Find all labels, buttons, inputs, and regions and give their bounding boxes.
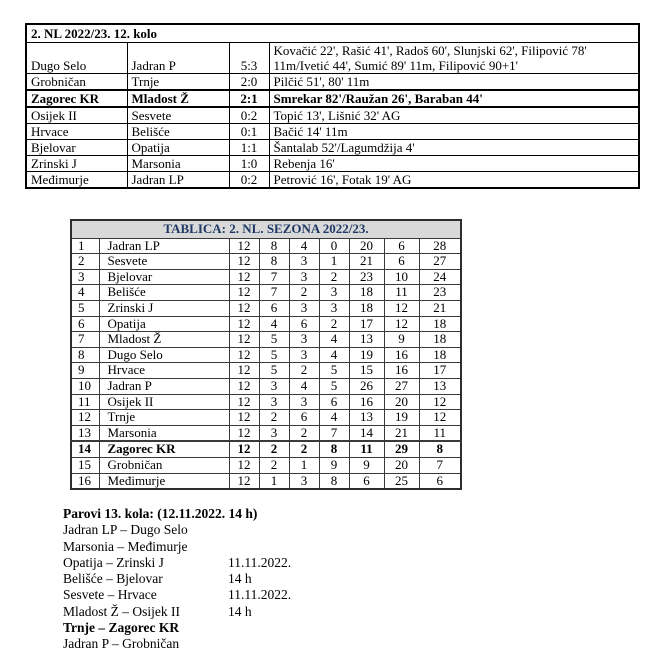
team-cell: Bjelovar [99, 269, 229, 285]
losses-cell: 2 [319, 269, 349, 285]
rank-cell: 4 [71, 285, 99, 301]
wins-cell: 5 [259, 363, 289, 379]
team-cell: Jadran LP [99, 238, 229, 254]
draws-cell: 6 [289, 410, 319, 426]
wins-cell: 7 [259, 285, 289, 301]
scorers-cell: Petrović 16', Fotak 19' AG [269, 172, 639, 189]
score-cell: 2:0 [229, 74, 269, 91]
fixture-match: Sesvete – Hrvace [63, 587, 157, 603]
away-team-cell: Opatija [127, 140, 229, 156]
points-cell: 18 [419, 316, 461, 332]
fixture-line [63, 522, 257, 538]
losses-cell: 4 [319, 410, 349, 426]
played-cell: 12 [229, 457, 259, 473]
goals-for-cell: 11 [349, 441, 384, 457]
scorers-cell: Bačić 14' 11m [269, 124, 639, 140]
points-cell: 7 [419, 457, 461, 473]
standings-table [70, 219, 462, 490]
away-team-cell: Jadran P [127, 43, 229, 74]
rank-cell: 10 [71, 378, 99, 394]
wins-cell: 7 [259, 269, 289, 285]
goals-for-cell: 19 [349, 347, 384, 363]
away-team-cell: Trnje [127, 74, 229, 91]
team-cell: Mladost Ž [99, 332, 229, 348]
draws-cell: 3 [289, 394, 319, 410]
home-team-cell: Međimurje [26, 172, 127, 189]
standings-row [71, 410, 461, 426]
wins-cell: 4 [259, 316, 289, 332]
played-cell: 12 [229, 254, 259, 270]
away-team-cell: Jadran LP [127, 172, 229, 189]
played-cell: 12 [229, 441, 259, 457]
draws-cell: 3 [289, 254, 319, 270]
standings-row [71, 394, 461, 410]
home-team-cell: Zrinski J [26, 156, 127, 172]
score-cell: 0:2 [229, 172, 269, 189]
team-cell: Dugo Selo [99, 347, 229, 363]
goals-against-cell: 11 [384, 285, 419, 301]
goals-against-cell: 25 [384, 473, 419, 489]
played-cell: 12 [229, 425, 259, 441]
home-team-cell: Grobničan [26, 74, 127, 91]
points-cell: 12 [419, 410, 461, 426]
team-cell: Zrinski J [99, 300, 229, 316]
points-cell: 8 [419, 441, 461, 457]
standings-row [71, 254, 461, 270]
wins-cell: 8 [259, 254, 289, 270]
result-row [26, 172, 639, 189]
played-cell: 12 [229, 363, 259, 379]
losses-cell: 5 [319, 363, 349, 379]
wins-cell: 3 [259, 378, 289, 394]
result-row [26, 107, 639, 124]
goals-against-cell: 20 [384, 394, 419, 410]
goals-against-cell: 12 [384, 316, 419, 332]
goals-against-cell: 29 [384, 441, 419, 457]
goals-against-cell: 9 [384, 332, 419, 348]
points-cell: 23 [419, 285, 461, 301]
played-cell: 12 [229, 269, 259, 285]
fixture-match: Opatija – Zrinski J [63, 554, 164, 570]
points-cell: 24 [419, 269, 461, 285]
draws-cell: 3 [289, 347, 319, 363]
wins-cell: 8 [259, 238, 289, 254]
points-cell: 6 [419, 473, 461, 489]
result-row [26, 74, 639, 91]
goals-for-cell: 26 [349, 378, 384, 394]
results-title: 2. NL 2022/23. 12. kolo [26, 24, 639, 43]
goals-for-cell: 15 [349, 363, 384, 379]
result-row [26, 43, 639, 74]
team-cell: Marsonia [99, 425, 229, 441]
fixture-match: Belišće – Bjelovar [63, 571, 163, 587]
losses-cell: 4 [319, 347, 349, 363]
standings-row [71, 300, 461, 316]
played-cell: 12 [229, 347, 259, 363]
score-cell: 1:0 [229, 156, 269, 172]
played-cell: 12 [229, 394, 259, 410]
points-cell: 18 [419, 347, 461, 363]
goals-against-cell: 12 [384, 300, 419, 316]
draws-cell: 3 [289, 473, 319, 489]
played-cell: 12 [229, 238, 259, 254]
goals-against-cell: 27 [384, 378, 419, 394]
losses-cell: 8 [319, 473, 349, 489]
team-cell: Sesvete [99, 254, 229, 270]
team-cell: Hrvace [99, 363, 229, 379]
points-cell: 18 [419, 332, 461, 348]
losses-cell: 6 [319, 394, 349, 410]
wins-cell: 2 [259, 441, 289, 457]
goals-against-cell: 6 [384, 238, 419, 254]
wins-cell: 5 [259, 347, 289, 363]
points-cell: 13 [419, 378, 461, 394]
standings-row [71, 316, 461, 332]
fixture-date: 11.11.2022. 14 h [228, 587, 292, 619]
played-cell: 12 [229, 332, 259, 348]
rank-cell: 11 [71, 394, 99, 410]
wins-cell: 6 [259, 300, 289, 316]
goals-for-cell: 13 [349, 332, 384, 348]
draws-cell: 2 [289, 363, 319, 379]
standings-row [71, 269, 461, 285]
goals-for-cell: 23 [349, 269, 384, 285]
team-cell: Međimurje [99, 473, 229, 489]
played-cell: 12 [229, 410, 259, 426]
home-team-cell: Bjelovar [26, 140, 127, 156]
draws-cell: 6 [289, 316, 319, 332]
score-cell: 1:1 [229, 140, 269, 156]
goals-against-cell: 20 [384, 457, 419, 473]
rank-cell: 16 [71, 473, 99, 489]
goals-against-cell: 10 [384, 269, 419, 285]
team-cell: Osijek II [99, 394, 229, 410]
draws-cell: 3 [289, 269, 319, 285]
wins-cell: 2 [259, 410, 289, 426]
home-team-cell: Osijek II [26, 107, 127, 124]
rank-cell: 1 [71, 238, 99, 254]
played-cell: 12 [229, 300, 259, 316]
draws-cell: 2 [289, 285, 319, 301]
score-cell: 0:2 [229, 107, 269, 124]
rank-cell: 6 [71, 316, 99, 332]
goals-against-cell: 21 [384, 425, 419, 441]
goals-against-cell: 6 [384, 254, 419, 270]
away-team-cell: Mladost Ž [127, 90, 229, 107]
goals-for-cell: 14 [349, 425, 384, 441]
standings-row [71, 378, 461, 394]
losses-cell: 9 [319, 457, 349, 473]
played-cell: 12 [229, 473, 259, 489]
losses-cell: 2 [319, 316, 349, 332]
away-team-cell: Marsonia [127, 156, 229, 172]
losses-cell: 0 [319, 238, 349, 254]
away-team-cell: Sesvete [127, 107, 229, 124]
standings-title: TABLICA: 2. NL. SEZONA 2022/23. [71, 220, 461, 238]
losses-cell: 3 [319, 300, 349, 316]
fixture-match: Jadran P – Grobničan [63, 636, 180, 652]
standings-header-row [71, 220, 461, 238]
standings-row [71, 332, 461, 348]
rank-cell: 15 [71, 457, 99, 473]
points-cell: 11 [419, 425, 461, 441]
fixtures-list [63, 522, 292, 652]
standings-row [71, 425, 461, 441]
home-team-cell: Zagorec KR [26, 90, 127, 107]
scorers-cell: Topić 13', Lišnić 32' AG [269, 107, 639, 124]
goals-against-cell: 19 [384, 410, 419, 426]
fixtures-section [63, 506, 292, 653]
draws-cell: 2 [289, 441, 319, 457]
losses-cell: 1 [319, 254, 349, 270]
standings-row [71, 285, 461, 301]
fixture-date: 11.11.2022. 14 h [228, 554, 292, 587]
goals-for-cell: 13 [349, 410, 384, 426]
team-cell: Jadran P [99, 378, 229, 394]
wins-cell: 3 [259, 394, 289, 410]
points-cell: 12 [419, 394, 461, 410]
home-team-cell: Dugo Selo [26, 43, 127, 74]
draws-cell: 3 [289, 332, 319, 348]
fixture-match: Jadran LP – Dugo Selo [63, 522, 188, 538]
rank-cell: 7 [71, 332, 99, 348]
losses-cell: 4 [319, 332, 349, 348]
draws-cell: 4 [289, 378, 319, 394]
team-cell: Zagorec KR [99, 441, 229, 457]
goals-for-cell: 6 [349, 473, 384, 489]
rank-cell: 5 [71, 300, 99, 316]
fixture-match: Marsonia – Međimurje [63, 538, 188, 554]
rank-cell: 14 [71, 441, 99, 457]
rank-cell: 12 [71, 410, 99, 426]
points-cell: 28 [419, 238, 461, 254]
score-cell: 0:1 [229, 124, 269, 140]
draws-cell: 1 [289, 457, 319, 473]
rank-cell: 8 [71, 347, 99, 363]
rank-cell: 2 [71, 254, 99, 270]
fixture-line [63, 539, 257, 555]
home-team-cell: Hrvace [26, 124, 127, 140]
results-table [25, 23, 640, 189]
scorers-cell: Pilčić 51', 80' 11m [269, 74, 639, 91]
fixtures-title: Parovi 13. kola: (12.11.2022. 14 h) [63, 506, 258, 521]
standings-row [71, 347, 461, 363]
rank-cell: 13 [71, 425, 99, 441]
scorers-cell: Smrekar 82'/Raužan 26', Baraban 44' [269, 90, 639, 107]
standings-row [71, 363, 461, 379]
wins-cell: 5 [259, 332, 289, 348]
score-cell: 2:1 [229, 90, 269, 107]
scorers-cell: Šantalab 52'/Lagumdžija 4' [269, 140, 639, 156]
away-team-cell: Belišće [127, 124, 229, 140]
points-cell: 17 [419, 363, 461, 379]
losses-cell: 3 [319, 285, 349, 301]
draws-cell: 3 [289, 300, 319, 316]
goals-against-cell: 16 [384, 347, 419, 363]
wins-cell: 3 [259, 425, 289, 441]
standings-row [71, 457, 461, 473]
goals-for-cell: 20 [349, 238, 384, 254]
result-row [26, 90, 639, 107]
results-header-row [26, 24, 639, 43]
losses-cell: 5 [319, 378, 349, 394]
draws-cell: 4 [289, 238, 319, 254]
goals-for-cell: 17 [349, 316, 384, 332]
result-row [26, 140, 639, 156]
played-cell: 12 [229, 378, 259, 394]
goals-for-cell: 18 [349, 300, 384, 316]
losses-cell: 8 [319, 441, 349, 457]
losses-cell: 7 [319, 425, 349, 441]
standings-row [71, 473, 461, 489]
scorers-cell: Rebenja 16' [269, 156, 639, 172]
points-cell: 21 [419, 300, 461, 316]
fixture-line [63, 571, 257, 587]
draws-cell: 2 [289, 425, 319, 441]
scorers-cell: Kovačić 22', Rašić 41', Radoš 60', Slunjski 62', Filipović 78' 11m/Ivetić 44', Sumić 89' 11m, Filipović 90+1' [269, 43, 639, 74]
team-cell: Trnje [99, 410, 229, 426]
team-cell: Opatija [99, 316, 229, 332]
goals-for-cell: 16 [349, 394, 384, 410]
fixture-match: Trnje – Zagorec KR [63, 620, 180, 636]
fixture-match: Mladost Ž – Osijek II [63, 603, 180, 619]
fixture-line [63, 620, 257, 636]
standings-row [71, 238, 461, 254]
team-cell: Grobničan [99, 457, 229, 473]
score-cell: 5:3 [229, 43, 269, 74]
goals-for-cell: 9 [349, 457, 384, 473]
wins-cell: 1 [259, 473, 289, 489]
wins-cell: 2 [259, 457, 289, 473]
goals-for-cell: 21 [349, 254, 384, 270]
points-cell: 27 [419, 254, 461, 270]
result-row [26, 124, 639, 140]
fixture-line [63, 604, 257, 620]
goals-for-cell: 18 [349, 285, 384, 301]
fixture-line [63, 636, 257, 652]
played-cell: 12 [229, 316, 259, 332]
team-cell: Belišće [99, 285, 229, 301]
played-cell: 12 [229, 285, 259, 301]
result-row [26, 156, 639, 172]
goals-against-cell: 16 [384, 363, 419, 379]
standings-row [71, 441, 461, 457]
rank-cell: 3 [71, 269, 99, 285]
rank-cell: 9 [71, 363, 99, 379]
